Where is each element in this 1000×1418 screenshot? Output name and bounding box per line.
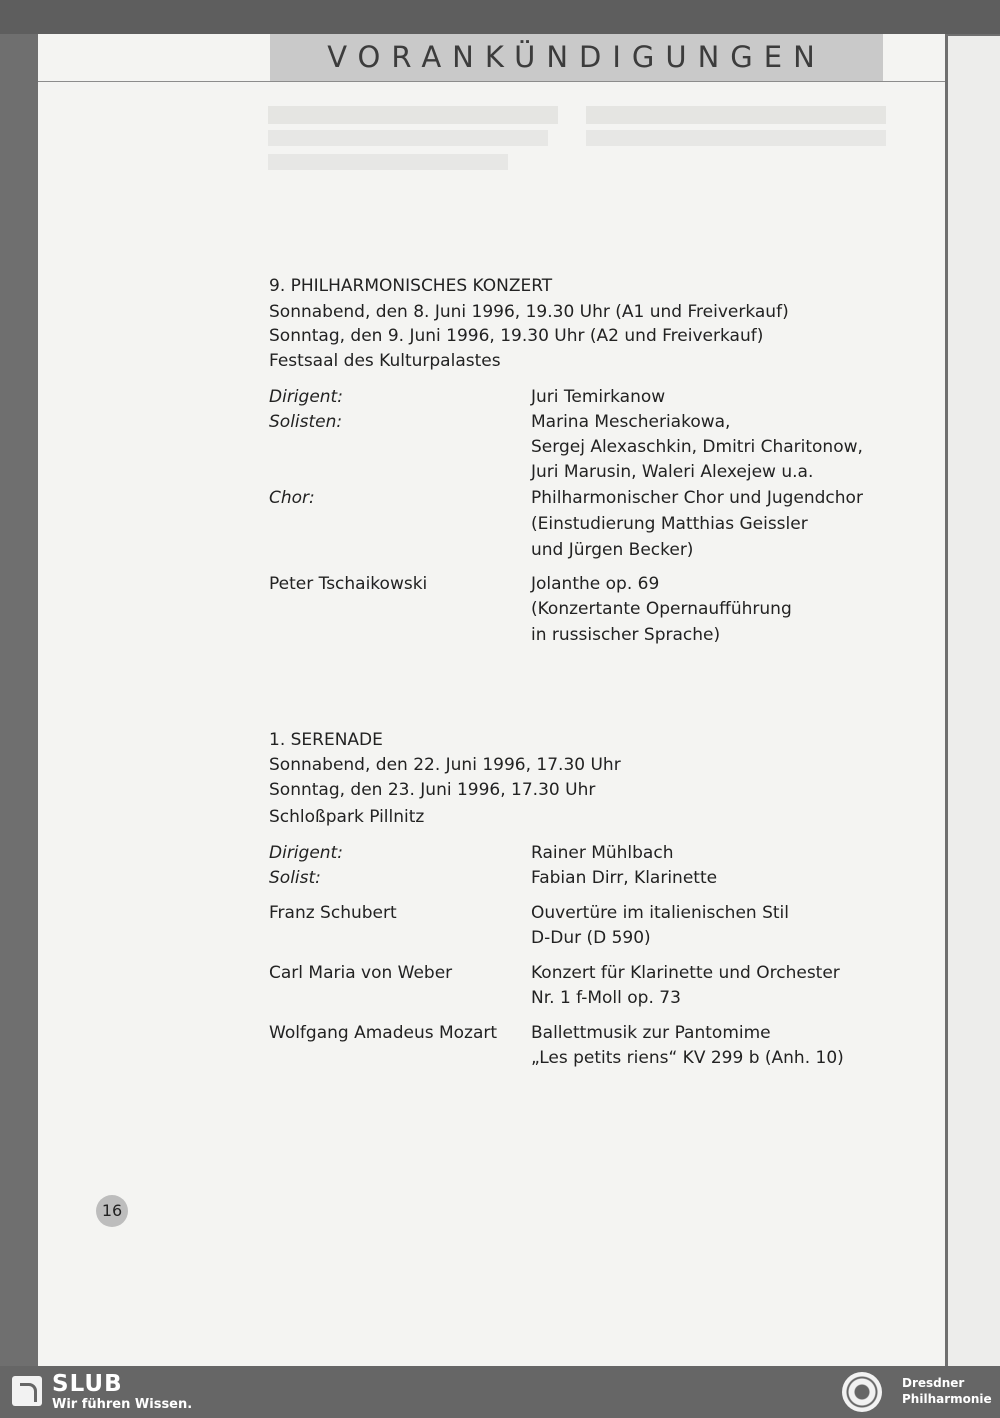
concert1-solisten-line: Juri Marusin, Waleri Alexejew u.a. bbox=[531, 462, 814, 482]
footer-bar bbox=[0, 1366, 1000, 1418]
concert2-date1: Sonnabend, den 22. Juni 1996, 17.30 Uhr bbox=[269, 755, 621, 775]
concert1-chor-label: Chor: bbox=[269, 488, 315, 508]
philharmonie-name-line2: Philharmonie bbox=[902, 1392, 992, 1406]
program-composer: Carl Maria von Weber bbox=[269, 963, 453, 983]
program-work-line: Konzert für Klarinette und Orchester bbox=[531, 963, 840, 983]
philharmonie-name-line1: Dresdner bbox=[902, 1376, 965, 1390]
concert2-dirigent: Rainer Mühlbach bbox=[531, 843, 674, 863]
adjacent-page-edge bbox=[948, 36, 1000, 1366]
program-composer: Wolfgang Amadeus Mozart bbox=[269, 1023, 498, 1043]
slub-name[interactable]: SLUB bbox=[52, 1371, 123, 1397]
concert2-dirigent-label: Dirigent: bbox=[269, 843, 343, 863]
concert1-work-line: (Konzertante Opernaufführung bbox=[531, 599, 792, 619]
concert2-date2: Sonntag, den 23. Juni 1996, 17.30 Uhr bbox=[269, 780, 596, 800]
concert1-title: 9. PHILHARMONISCHES KONZERT bbox=[269, 276, 553, 296]
concert1-chor-line: (Einstudierung Matthias Geissler bbox=[531, 514, 808, 534]
concert1-chor-line: und Jürgen Becker) bbox=[531, 540, 694, 560]
bleed-through bbox=[268, 154, 508, 170]
bleed-through bbox=[586, 106, 886, 124]
concert1-work-line: in russischer Sprache) bbox=[531, 625, 721, 645]
slub-tagline: Wir führen Wissen. bbox=[52, 1397, 193, 1412]
philharmonie-name[interactable] bbox=[902, 1375, 992, 1407]
document-page bbox=[38, 34, 945, 1366]
concert2-title: 1. SERENADE bbox=[269, 730, 383, 750]
header-rule bbox=[38, 81, 945, 82]
page-number: 16 bbox=[96, 1195, 128, 1227]
bleed-through bbox=[268, 130, 548, 146]
concert1-date1: Sonnabend, den 8. Juni 1996, 19.30 Uhr (A1 und Freiverkauf) bbox=[269, 302, 789, 322]
page-title: VORANKÜNDIGUNGEN bbox=[327, 40, 826, 74]
concert1-date2: Sonntag, den 9. Juni 1996, 19.30 Uhr (A2 und Freiverkauf) bbox=[269, 326, 764, 346]
concert1-solisten-line: Marina Mescheriakowa, bbox=[531, 412, 731, 432]
concert2-venue: Schloßpark Pillnitz bbox=[269, 807, 425, 827]
concert1-chor-line: Philharmonischer Chor und Jugendchor bbox=[531, 488, 863, 508]
concert1-solisten-line: Sergej Alexaschkin, Dmitri Charitonow, bbox=[531, 437, 863, 457]
program-work-line: Ouvertüre im italienischen Stil bbox=[531, 903, 789, 923]
program-work-line: Ballettmusik zur Pantomime bbox=[531, 1023, 771, 1043]
program-work-line: „Les petits riens“ KV 299 b (Anh. 10) bbox=[531, 1048, 844, 1068]
concert1-dirigent-label: Dirigent: bbox=[269, 387, 343, 407]
program-composer: Franz Schubert bbox=[269, 903, 397, 923]
concert2-solist-label: Solist: bbox=[269, 868, 321, 888]
concert1-composer: Peter Tschaikowski bbox=[269, 574, 428, 594]
bleed-through bbox=[268, 106, 558, 124]
concert1-work-line: Jolanthe op. 69 bbox=[531, 574, 660, 594]
concert2-solist: Fabian Dirr, Klarinette bbox=[531, 868, 718, 888]
concert1-dirigent: Juri Temirkanow bbox=[531, 387, 666, 407]
program-work-line: Nr. 1 f-Moll op. 73 bbox=[531, 988, 681, 1008]
program-work-line: D-Dur (D 590) bbox=[531, 928, 651, 948]
concert1-venue: Festsaal des Kulturpalastes bbox=[269, 351, 501, 371]
philharmonie-logo-icon bbox=[842, 1372, 882, 1412]
concert1-solisten-label: Solisten: bbox=[269, 412, 343, 432]
slub-logo-icon bbox=[12, 1376, 42, 1406]
scan-background bbox=[0, 0, 1000, 34]
header-bar bbox=[270, 34, 883, 82]
bleed-through bbox=[586, 130, 886, 146]
